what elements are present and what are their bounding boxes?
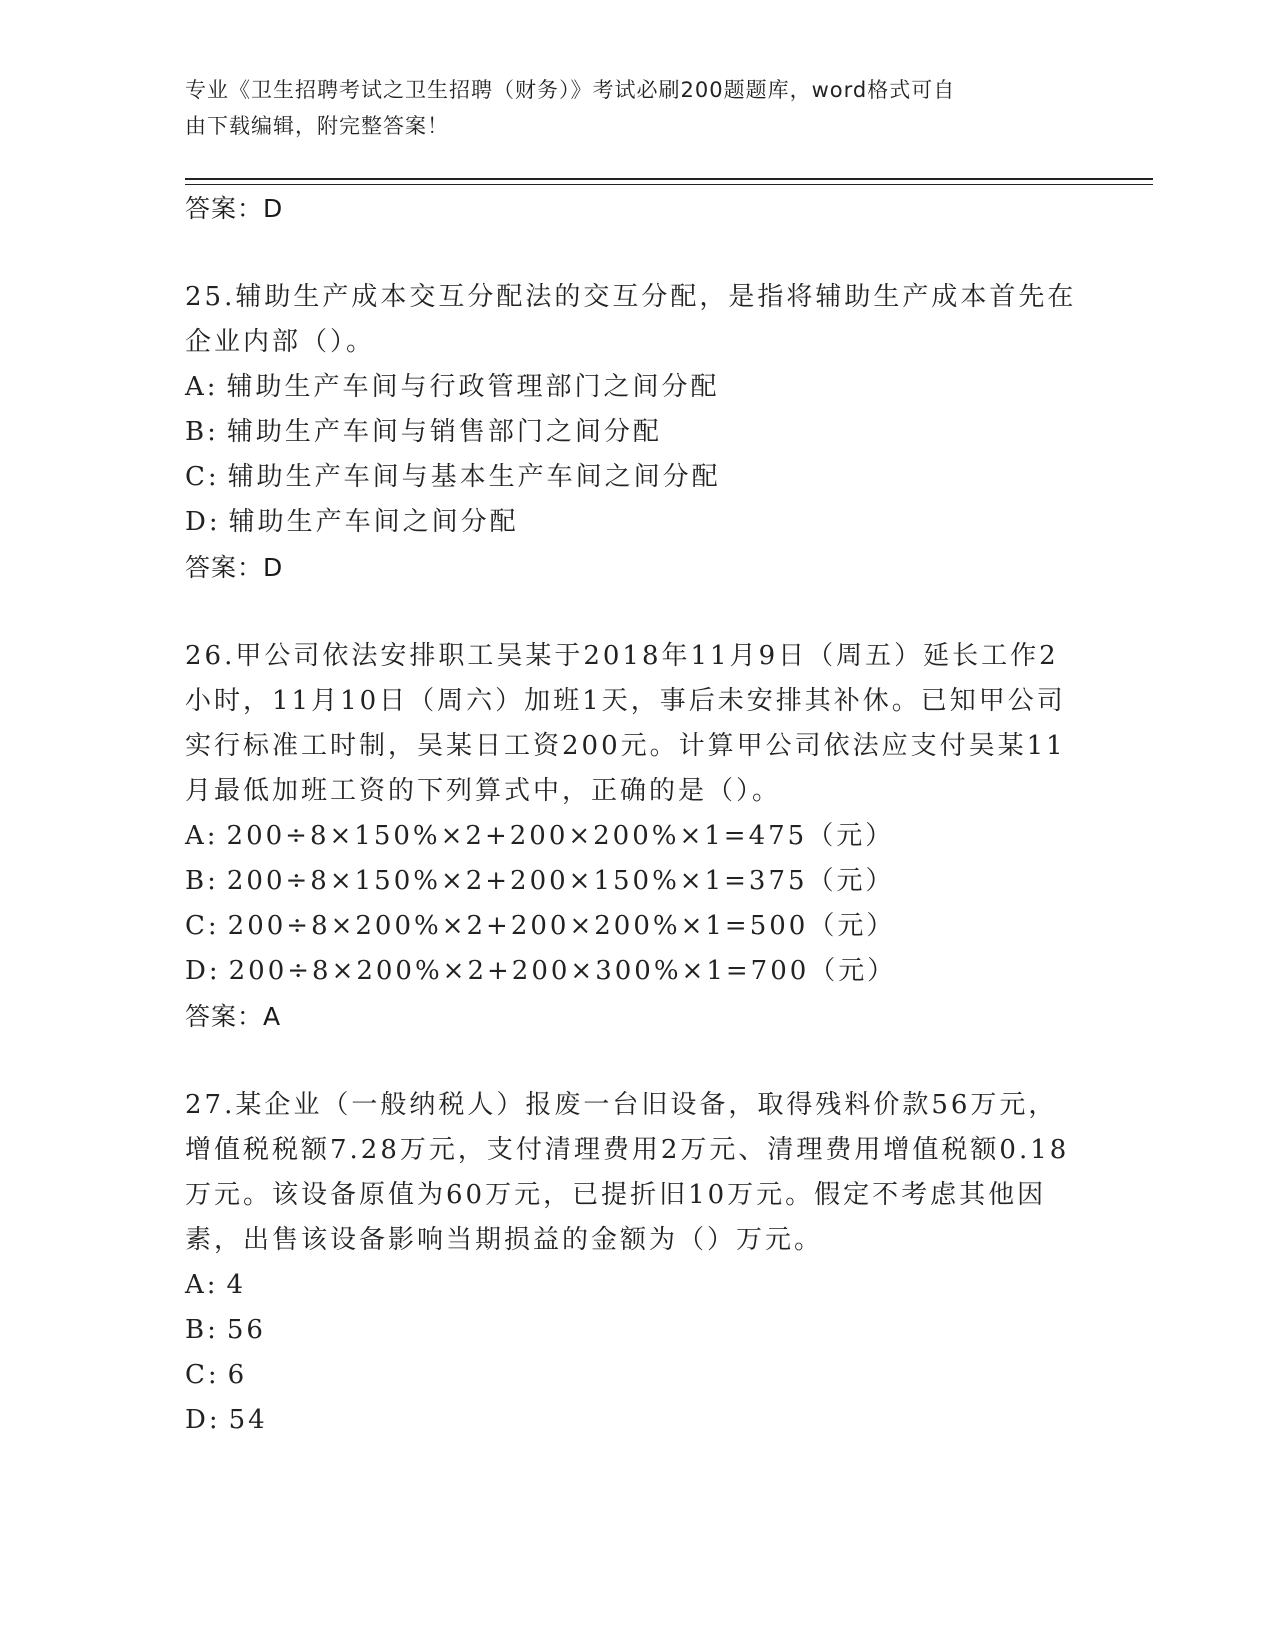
header-divider-thick (185, 178, 1153, 180)
question-stem-line: 实行标准工时制，吴某日工资200元。计算甲公司依法应支付吴某11 (185, 731, 1066, 761)
question-answer: 答案：D (185, 553, 284, 582)
option-a (185, 365, 1085, 410)
header-line-2: 由下载编辑，附完整答案！ (185, 114, 449, 138)
question-stem-line: 25.辅助生产成本交互分配法的交互分配，是指将辅助生产成本首先在 (185, 282, 1077, 312)
question-27 (185, 1083, 1085, 1443)
option-text: 6 (227, 1360, 248, 1390)
option-letter: D: (185, 507, 221, 537)
option-letter: D: (185, 956, 221, 986)
question-stem-line: 月最低加班工资的下列算式中，正确的是（）。 (185, 776, 782, 806)
option-b (185, 1308, 1085, 1353)
question-stem-line: 增值税税额7.28万元，支付清理费用2万元、清理费用增值税额0.18 (185, 1135, 1070, 1165)
option-b (185, 410, 1085, 455)
option-text: 辅助生产车间与基本生产车间之间分配 (227, 462, 721, 492)
option-a (185, 814, 1085, 859)
question-stem-line: 素，出售该设备影响当期损益的金额为（）万元。 (185, 1225, 824, 1255)
question-stem-line: 万元。该设备原值为60万元，已提折旧10万元。假定不考虑其他因 (185, 1180, 1047, 1210)
option-text: 4 (226, 1270, 247, 1300)
option-letter: C: (185, 911, 220, 941)
header-line-1: 专业《卫生招聘考试之卫生招聘（财务）》考试必刷200题题库，word格式可自 (185, 78, 956, 102)
option-d (185, 500, 1085, 545)
option-letter: C: (185, 1360, 220, 1390)
option-text: 200÷8×150%×2+200×200%×1=475（元） (226, 821, 895, 851)
page-header (185, 72, 1065, 144)
option-text: 辅助生产车间与行政管理部门之间分配 (226, 372, 720, 402)
option-c (185, 904, 1085, 949)
option-letter: B: (185, 1315, 219, 1345)
option-text: 辅助生产车间与销售部门之间分配 (226, 417, 662, 447)
option-c (185, 1353, 1085, 1398)
option-letter: B: (185, 866, 219, 896)
option-text: 200÷8×200%×2+200×300%×1=700（元） (228, 956, 897, 986)
previous-answer: 答案：D (185, 194, 284, 223)
option-a (185, 1263, 1085, 1308)
question-25 (185, 275, 1085, 590)
option-c (185, 455, 1085, 500)
option-d (185, 949, 1085, 994)
option-text: 辅助生产车间之间分配 (228, 507, 519, 537)
question-stem-line: 企业内部（）。 (185, 327, 376, 357)
option-b (185, 859, 1085, 904)
option-letter: A: (185, 1270, 219, 1300)
question-26 (185, 634, 1085, 1039)
question-stem-line: 小时，11月10日（周六）加班1天，事后未安排其补休。已知甲公司 (185, 686, 1066, 716)
option-letter: D: (185, 1405, 221, 1435)
option-text: 200÷8×150%×2+200×150%×1=375（元） (226, 866, 895, 896)
question-list (185, 186, 1085, 1443)
option-text: 200÷8×200%×2+200×200%×1=500（元） (227, 911, 896, 941)
question-stem-line: 26.甲公司依法安排职工吴某于2018年11月9日（周五）延长工作2 (185, 641, 1059, 671)
question-answer: 答案：A (185, 1002, 282, 1031)
option-letter: B: (185, 417, 219, 447)
option-d (185, 1398, 1085, 1443)
header-divider-thin (185, 184, 1153, 185)
question-stem-line: 27.某企业（一般纳税人）报废一台旧设备，取得残料价款56万元， (185, 1090, 1058, 1120)
option-letter: C: (185, 462, 220, 492)
option-letter: A: (185, 821, 219, 851)
option-text: 56 (226, 1315, 266, 1345)
option-letter: A: (185, 372, 219, 402)
option-text: 54 (228, 1405, 268, 1435)
